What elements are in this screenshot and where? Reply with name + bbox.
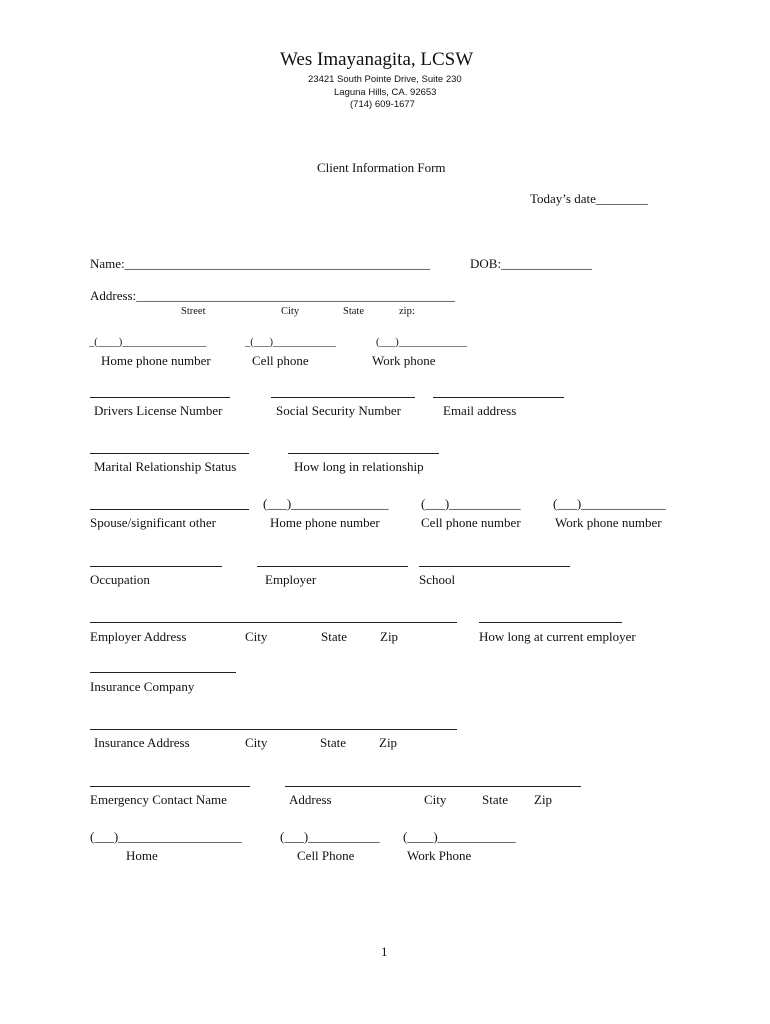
spouse-home-phone-field[interactable]: (___)_______________ (263, 496, 389, 511)
work-phone-label: Work phone (372, 353, 436, 368)
insurance-company-line[interactable] (90, 672, 236, 673)
marital-status-line[interactable] (90, 453, 249, 454)
address-street-label: Street (181, 306, 206, 317)
address-field[interactable]: Address:_________________________________________________ (90, 288, 455, 303)
home-phone-label: Home phone number (101, 353, 211, 368)
work-phone-field[interactable]: (___)_____________ (376, 337, 467, 348)
page-number: 1 (381, 944, 388, 959)
spouse-cell-phone-label: Cell phone number (421, 515, 521, 530)
email-label: Email address (443, 403, 517, 418)
drivers-license-line[interactable] (90, 397, 230, 398)
name-field[interactable]: Name:_______________________________________________ (90, 256, 431, 271)
relationship-length-line[interactable] (288, 453, 439, 454)
employer-city-label: City (245, 629, 268, 644)
spouse-name-label: Spouse/significant other (90, 515, 217, 530)
cell-phone-label: Cell phone (252, 353, 309, 368)
spouse-cell-phone-field[interactable]: (___)___________ (421, 496, 521, 511)
dob-field[interactable]: DOB:______________ (470, 256, 593, 271)
employer-label: Employer (265, 572, 317, 587)
emergency-state-label: State (482, 792, 508, 807)
todays-date-field[interactable]: Today’s date________ (530, 191, 648, 206)
emergency-work-phone-field[interactable]: (____)____________ (403, 829, 516, 844)
emergency-address-label: Address (289, 792, 332, 807)
emergency-name-label: Emergency Contact Name (90, 792, 227, 807)
insurance-zip-label: Zip (379, 735, 398, 750)
home-phone-field[interactable]: _(____)________________ (89, 337, 207, 348)
insurance-company-label: Insurance Company (90, 679, 195, 694)
emergency-city-label: City (424, 792, 447, 807)
emergency-work-phone-label: Work Phone (407, 848, 472, 863)
emergency-zip-label: Zip (534, 792, 553, 807)
ssn-line[interactable] (271, 397, 415, 398)
form-title: Client Information Form (317, 160, 446, 175)
employer-line[interactable] (257, 566, 408, 567)
address-city-label: City (281, 306, 300, 317)
occupation-line[interactable] (90, 566, 222, 567)
emergency-cell-phone-field[interactable]: (___)___________ (280, 829, 380, 844)
practitioner-name: Wes Imayanagita, LCSW (280, 49, 474, 70)
emergency-address-line[interactable] (285, 786, 581, 787)
insurance-address-line[interactable] (90, 729, 457, 730)
spouse-name-line[interactable] (90, 509, 249, 510)
employer-state-label: State (321, 629, 347, 644)
insurance-address-label: Insurance Address (94, 735, 190, 750)
school-line[interactable] (419, 566, 570, 567)
employer-tenure-label: How long at current employer (479, 629, 636, 644)
emergency-home-phone-field[interactable]: (___)___________________ (90, 829, 242, 844)
address-street: 23421 South Pointe Drive, Suite 230 (308, 74, 462, 85)
emergency-name-line[interactable] (90, 786, 250, 787)
address-state-label: State (343, 306, 364, 317)
school-label: School (419, 572, 456, 587)
address-city: Laguna Hills, CA. 92653 (334, 87, 437, 98)
occupation-label: Occupation (90, 572, 150, 587)
drivers-license-label: Drivers License Number (94, 403, 223, 418)
emergency-home-phone-label: Home (126, 848, 158, 863)
spouse-work-phone-field[interactable]: (___)_____________ (553, 496, 666, 511)
marital-status-label: Marital Relationship Status (94, 459, 237, 474)
spouse-home-phone-label: Home phone number (270, 515, 380, 530)
employer-address-label: Employer Address (90, 629, 187, 644)
insurance-state-label: State (320, 735, 346, 750)
insurance-city-label: City (245, 735, 268, 750)
spouse-work-phone-label: Work phone number (555, 515, 662, 530)
employer-zip-label: Zip (380, 629, 399, 644)
email-line[interactable] (433, 397, 564, 398)
employer-address-line[interactable] (90, 622, 457, 623)
address-zip-label: zip: (399, 306, 415, 317)
relationship-length-label: How long in relationship (294, 459, 424, 474)
phone: (714) 609-1677 (350, 99, 415, 110)
ssn-label: Social Security Number (276, 403, 401, 418)
cell-phone-field[interactable]: _(___)____________ (245, 337, 336, 348)
emergency-cell-phone-label: Cell Phone (297, 848, 355, 863)
employer-tenure-line[interactable] (479, 622, 622, 623)
